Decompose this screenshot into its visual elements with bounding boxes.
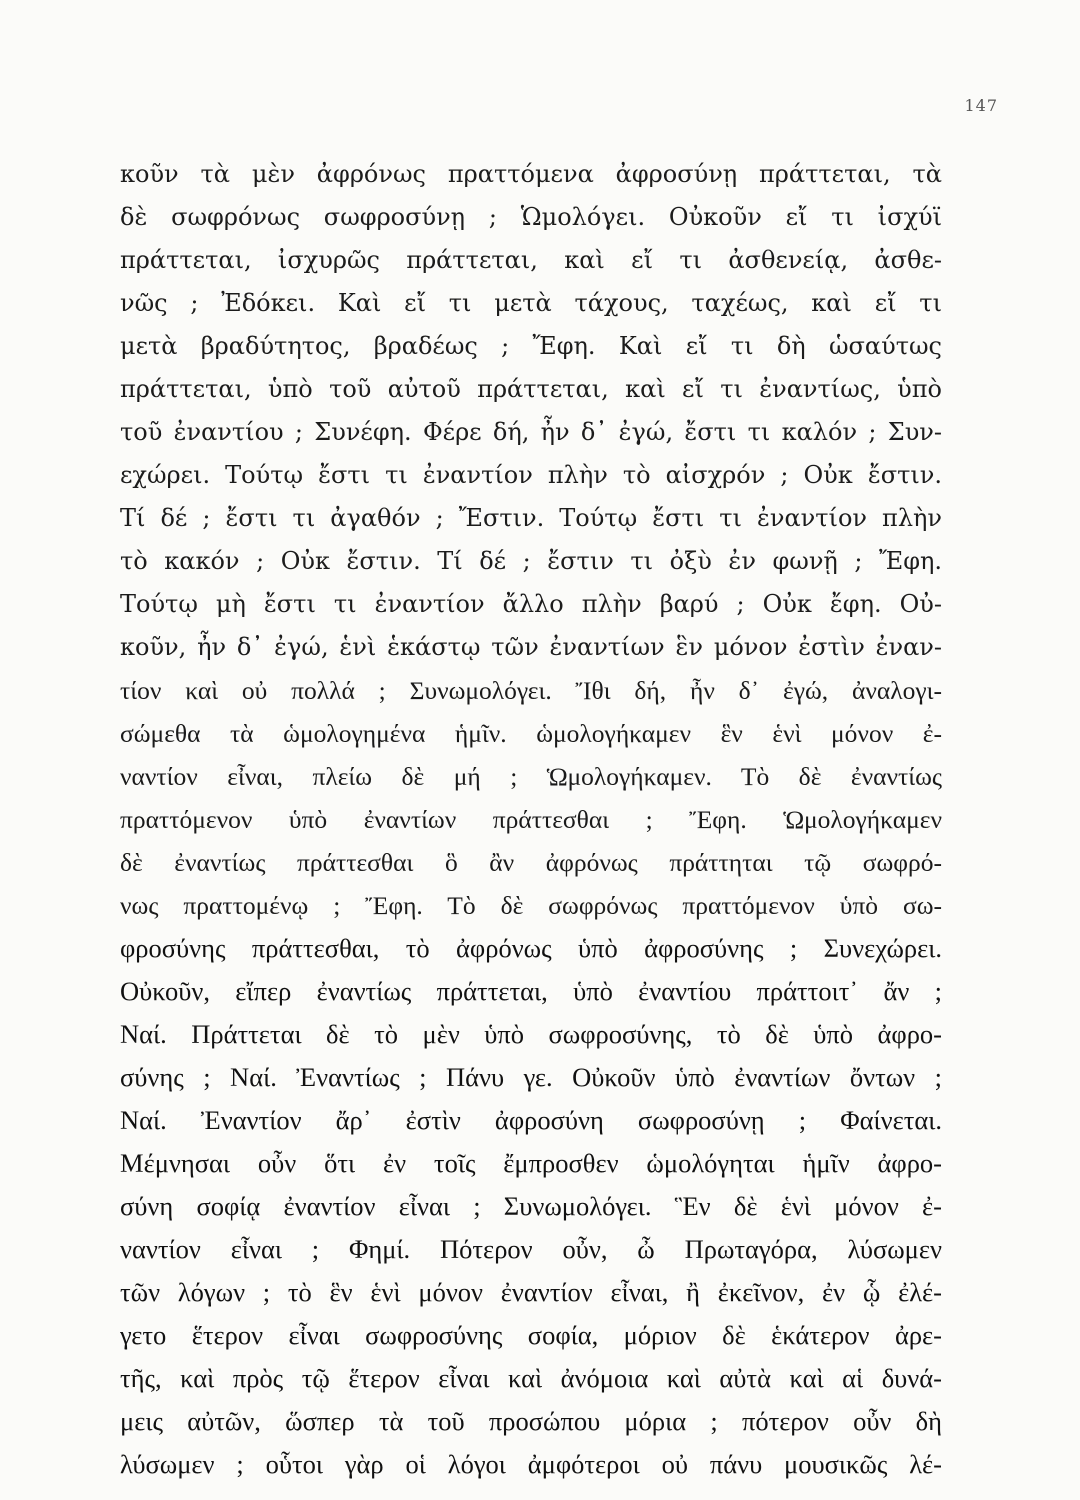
text-line: ναντίον εἶναι, πλείω δὲ μή ; Ὡμολογήκαμεν. Τὸ δὲ ἐναντίως (120, 762, 942, 791)
text-line: τίον καὶ οὐ πολλά ; Συνωμολόγει. Ἴθι δή, ἦν δ᾽ ἐγώ, ἀναλογι- (120, 676, 942, 705)
text-line: δὲ ἐναντίως πράττεσθαι ὃ ἂν ἀφρόνως πράττηται τῷ σωφρό- (120, 848, 942, 877)
text-line: λύσωμεν ; οὗτοι γὰρ οἱ λόγοι ἀμφότεροι οὐ πάνυ μουσικῶς λέ- (120, 1449, 942, 1479)
text-line: ναντίον εἶναι ; Φημί. Πότερον οὖν, ὦ Πρωταγόρα, λύσωμεν (120, 1234, 942, 1264)
text-line: εχώρει. Τούτῳ ἔστι τι ἐναντίον πλὴν τὸ αἰσχρόν ; Οὐκ ἔστιν. (120, 461, 942, 489)
page-number: 147 (964, 96, 998, 115)
text-line: Ναί. Ἐναντίον ἄρ᾽ ἐστὶν ἀφροσύνη σωφροσύνῃ ; Φαίνεται. (120, 1105, 942, 1135)
text-line: μετὰ βραδύτητος, βραδέως ; Ἔφη. Καὶ εἴ τι δὴ ὡσαύτως (120, 332, 942, 360)
text-line: νως πραττομένῳ ; Ἔφη. Τὸ δὲ σωφρόνως πραττόμενον ὑπὸ σω- (120, 891, 942, 920)
text-line: γετο ἕτερον εἶναι σωφροσύνης σοφία, μόριον δὲ ἑκάτερον ἀρε- (120, 1320, 942, 1350)
text-line: μεις αὐτῶν, ὥσπερ τὰ τοῦ προσώπου μόρια ; πότερον οὖν δὴ (120, 1406, 942, 1436)
text-line: Τούτῳ μὴ ἔστι τι ἐναντίον ἄλλο πλὴν βαρύ ; Οὐκ ἔφη. Οὐ- (120, 590, 942, 618)
text-line: φροσύνης πράττεσθαι, τὸ ἀφρόνως ὑπὸ ἀφροσύνης ; Συνεχώρει. (120, 933, 942, 963)
text-line: νῶς ; Ἐδόκει. Καὶ εἴ τι μετὰ τάχους, ταχέως, καὶ εἴ τι (120, 289, 942, 317)
body-text (120, 153, 942, 1486)
text-line: σύνη σοφίᾳ ἐναντίον εἶναι ; Συνωμολόγει. Ἓν δὲ ἑνὶ μόνον ἐ- (120, 1191, 942, 1221)
text-line: δὲ σωφρόνως σωφροσύνῃ ; Ὡμολόγει. Οὐκοῦν εἴ τι ἰσχύϊ (120, 203, 942, 231)
text-line: πραττόμενον ὑπὸ ἐναντίων πράττεσθαι ; Ἔφη. Ὡμολογήκαμεν (120, 805, 942, 834)
text-line: τῆς, καὶ πρὸς τῷ ἕτερον εἶναι καὶ ἀνόμοια καὶ αὐτὰ καὶ αἱ δυνά- (120, 1363, 942, 1393)
text-line: Τί δέ ; ἔστι τι ἀγαθόν ; Ἔστιν. Τούτῳ ἔστι τι ἐναντίον πλὴν (120, 504, 942, 532)
text-line: τῶν λόγων ; τὸ ἓν ἑνὶ μόνον ἐναντίον εἶναι, ἢ ἐκεῖνον, ἐν ᾧ ἐλέ- (120, 1277, 942, 1307)
text-line: σώμεθα τὰ ὡμολογημένα ἡμῖν. ὡμολογήκαμεν ἓν ἑνὶ μόνον ἐ- (120, 719, 942, 748)
text-line: πράττεται, ὑπὸ τοῦ αὐτοῦ πράττεται, καὶ εἴ τι ἐναντίως, ὑπὸ (120, 375, 942, 403)
text-line: τὸ κακόν ; Οὐκ ἔστιν. Τί δέ ; ἔστιν τι ὀξὺ ἐν φωνῇ ; Ἔφη. (120, 547, 942, 575)
text-line: σύνης ; Ναί. Ἐναντίως ; Πάνυ γε. Οὐκοῦν ὑπὸ ἐναντίων ὄντων ; (120, 1062, 942, 1092)
text-line: Οὐκοῦν, εἴπερ ἐναντίως πράττεται, ὑπὸ ἐναντίου πράττοιτ᾽ ἄν ; (120, 976, 942, 1006)
text-line: κοῦν τὰ μὲν ἀφρόνως πραττόμενα ἀφροσύνῃ πράττεται, τὰ (120, 160, 942, 188)
text-line: Μέμνησαι οὖν ὅτι ἐν τοῖς ἔμπροσθεν ὡμολόγηται ἡμῖν ἀφρο- (120, 1148, 942, 1178)
text-line: πράττεται, ἰσχυρῶς πράττεται, καὶ εἴ τι ἀσθενείᾳ, ἀσθε- (120, 246, 942, 274)
text-line: τοῦ ἐναντίου ; Συνέφη. Φέρε δή, ἦν δ᾽ ἐγώ, ἔστι τι καλόν ; Συν- (120, 418, 942, 446)
text-line: κοῦν, ἦν δ᾽ ἐγώ, ἑνὶ ἑκάστῳ τῶν ἐναντίων ἓν μόνον ἐστὶν ἐναν- (120, 633, 942, 661)
text-line: Ναί. Πράττεται δὲ τὸ μὲν ὑπὸ σωφροσύνης, τὸ δὲ ὑπὸ ἀφρο- (120, 1019, 942, 1049)
